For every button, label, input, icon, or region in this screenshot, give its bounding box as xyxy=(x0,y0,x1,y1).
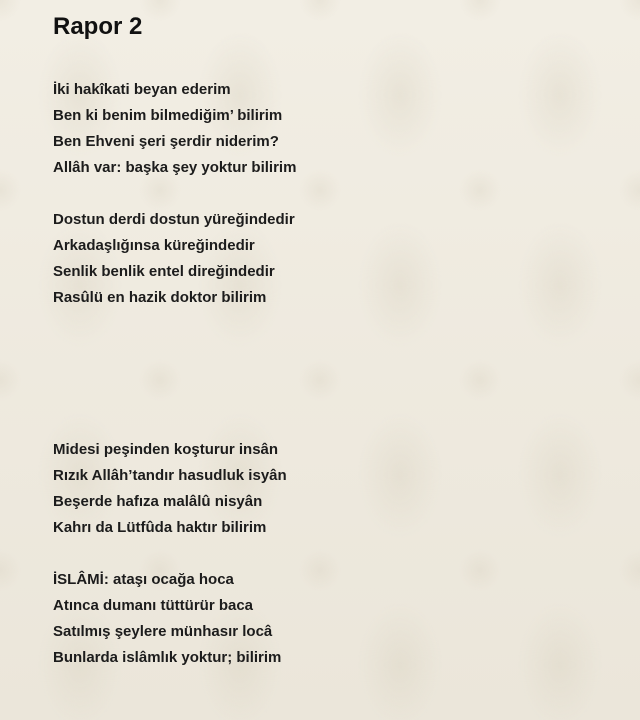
poem-line: Rasûlü en hazik doktor bilirim xyxy=(53,289,267,306)
poem-title: Rapor 2 xyxy=(53,13,143,40)
poem-line: Rızık Allâh’tandır hasudluk isyân xyxy=(53,467,287,484)
poem-line: Allâh var: başka şey yoktur bilirim xyxy=(53,159,297,176)
poem-line: İSLÂMİ: ataşı ocağa hoca xyxy=(53,571,234,588)
poem-line: Midesi peşinden koşturur insân xyxy=(53,441,279,458)
poem-line: Dostun derdi dostun yüreğindedir xyxy=(53,211,295,228)
stanza-4 xyxy=(53,567,281,671)
poem-line: Beşerde hafıza malâlû nisyân xyxy=(53,493,263,510)
stanza-3 xyxy=(53,437,287,541)
poem-line: Arkadaşlığınsa küreğindedir xyxy=(53,237,255,254)
poem-line: Ben ki benim bilmediğim’ bilirim xyxy=(53,107,283,124)
poem-line: Senlik benlik entel direğindedir xyxy=(53,263,275,280)
poem-line: Kahrı da Lütfûda haktır bilirim xyxy=(53,519,267,536)
poem-line: Bunlarda islâmlık yoktur; bilirim xyxy=(53,649,282,666)
poem-line: İki hakîkati beyan ederim xyxy=(53,81,231,98)
poem-line: Ben Ehveni şeri şerdir niderim? xyxy=(53,133,279,150)
poem-line: Atınca dumanı tüttürür baca xyxy=(53,597,254,614)
poem-line: Satılmış şeylere münhasır locâ xyxy=(53,623,273,640)
stanza-2 xyxy=(53,207,295,311)
stanza-1 xyxy=(53,77,296,181)
